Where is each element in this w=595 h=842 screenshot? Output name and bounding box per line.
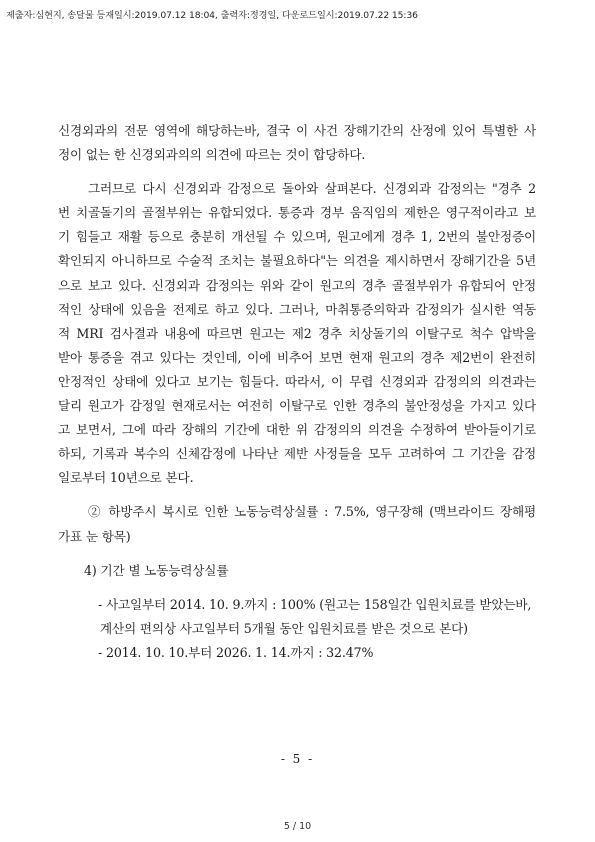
text-line: 하되, 기록과 복수의 신체감정에 나타난 제반 사정들을 모두 고려하여 그 기간을 감정 bbox=[58, 446, 536, 462]
text-line: 그러므로 다시 신경외과 감정으로 돌아와 살펴본다. 신경외과 감정의는 "경추 2 bbox=[88, 181, 536, 197]
list-item-line: - 사고일부터 2014. 10. 9.까지 : 100% (원고는 158일간 입원치료를 받았는바, bbox=[98, 596, 532, 612]
text-line: 정이 없는 한 신경외과의의 의견에 따르는 것이 합당하다. bbox=[58, 147, 366, 163]
text-line: 번 치골돌기의 골절부위는 유합되었다. 통증과 경부 움직임의 제한은 영구적이라고 보 bbox=[58, 205, 536, 221]
list-item-line: - 2014. 10. 10.부터 2026. 1. 14.까지 : 32.47% bbox=[98, 644, 374, 660]
text-line: 가표 눈 항목) bbox=[58, 528, 131, 544]
paragraph-3 bbox=[58, 500, 536, 548]
text-line: 으로 보고 있다. 신경외과 감정의는 위와 같이 원고의 경추 골절부위가 유합되어 안정 bbox=[58, 277, 536, 293]
document-header: 제출자:심현지, 송달물 등재일시:2019.07.12 18:04, 출력자:정경일, 다운로드일시:2019.07.22 15:36 bbox=[6, 10, 418, 21]
list-item bbox=[58, 641, 536, 665]
paragraph-2 bbox=[58, 177, 536, 490]
text-line: 적 MRI 검사결과 내용에 따르면 원고는 제2 경추 치상돌기의 이탈구로 척수 압박을 bbox=[58, 325, 536, 341]
text-line: 달리 원고가 감정일 현재로서는 여전히 이탈구로 인한 경추의 불안정성을 가지고 있다 bbox=[58, 398, 536, 414]
text-line: ② 하방주시 복시로 인한 노동능력상실률 : 7.5%, 영구장해 (맥브라이드 장해평 bbox=[88, 504, 536, 520]
page-number-mark: - 5 - bbox=[280, 752, 315, 766]
paragraph-1 bbox=[58, 119, 536, 167]
text-line: 일로부터 10년으로 본다. bbox=[58, 470, 194, 486]
page-counter: 5 / 10 bbox=[283, 821, 312, 832]
text-line: 적인 상태에 있음을 전제로 하고 있다. 그러나, 마취통증의학과 감정의가 실시한 역동 bbox=[58, 301, 536, 317]
document-body bbox=[58, 119, 536, 665]
text-line: 확인되지 아니하므로 수술적 조치는 불필요하다"는 의견을 제시하면서 장해기간을 5년 bbox=[58, 253, 536, 269]
text-line: 안정적인 상태에 있다고 보기는 힘들다. 따라서, 이 무렵 신경외과 감정의의 의견과는 bbox=[58, 373, 536, 389]
list-item-continuation: 계산의 편의상 사고일부터 5개월 동안 입원치료를 받은 것으로 본다) bbox=[100, 620, 468, 636]
text-line: 기 힘들고 재활 등으로 충분히 개선될 수 있으며, 원고에게 경추 1, 2번의 불안정증이 bbox=[58, 229, 536, 245]
text-line: 신경외과의 전문 영역에 해당하는바, 결국 이 사건 장해기간의 산정에 있어 특별한 사 bbox=[58, 123, 536, 138]
text-line: 받아 통증을 겪고 있다는 것인데, 이에 비추어 보면 현재 원고의 경추 제2번이 완전히 bbox=[58, 349, 536, 365]
section-title: 4) 기간 별 노동능력상실률 bbox=[84, 562, 229, 578]
text-line: 고 보면서, 그에 따라 장해의 기간에 대한 위 감정의의 의견을 수정하여 받아들이기로 bbox=[58, 422, 536, 438]
list-item bbox=[58, 593, 536, 641]
